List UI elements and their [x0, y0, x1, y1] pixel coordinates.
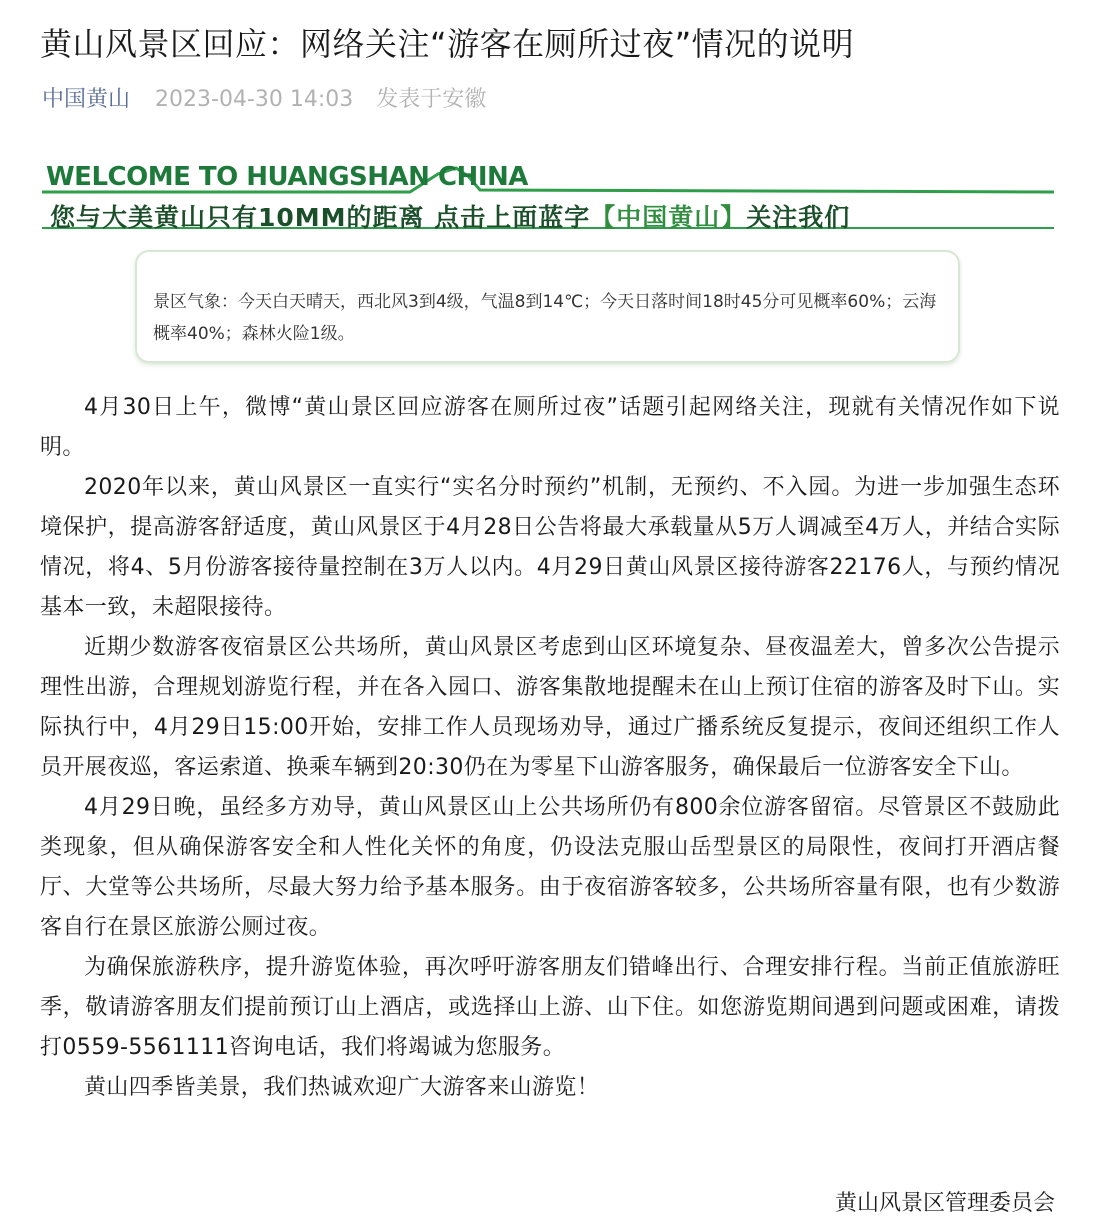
weather-info-box	[135, 250, 960, 363]
banner-follow-text	[50, 198, 850, 234]
paragraph: 4月30日上午，微博“黄山景区回应游客在厕所过夜”话题引起网络关注，现就有关情况作如下说明。	[40, 395, 1060, 460]
paragraph: 4月29日晚，虽经多方劝导，黄山风景区山上公共场所仍有800余位游客留宿。尽管景区不鼓励此类现象，但从确保游客安全和人性化关怀的角度，仍设法克服山岳型景区的局限性，夜间打开酒店餐厅、大堂等公共场所，尽最大努力给予基本服务。由于夜宿游客较多，公共场所容量有限，也有少数游客自行在景区旅游公厕过夜。	[40, 795, 1060, 940]
weather-info-text: 景区气象：今天白天晴天，西北风3到4级，气温8到14℃；今天日落时间18时45分可见概率60%；云海概率40%；森林火险1级。	[153, 292, 937, 344]
publish-datetime: 2023-04-30 14:03	[155, 87, 354, 112]
signature: 黄山风景区管理委员会	[834, 1191, 1055, 1216]
paragraph: 为确保旅游秩序，提升游览体验，再次呼吁游客朋友们错峰出行、合理安排行程。当前正值旅游旺季，敬请游客朋友们提前预订山上酒店，或选择山上游、山下住。如您游览期间遇到问题或困难，请拨打0559-5561111咨询电话，我们将竭诚为您服务。	[40, 955, 1060, 1060]
banner-follow-text-2: 关注我们	[746, 203, 851, 232]
article-title: 黄山风景区回应：网络关注“游客在厕所过夜”情况的说明	[40, 25, 855, 63]
article-body	[40, 388, 1060, 1108]
banner-follow-highlight: 【中国黄山】	[590, 203, 747, 232]
article-meta	[42, 84, 486, 116]
banner-follow-text-1: 您与大美黄山只有10MM的距离 点击上面蓝字	[50, 203, 591, 232]
publish-location: 发表于安徽	[376, 87, 487, 112]
paragraph: 2020年以来，黄山风景区一直实行“实名分时预约”机制，无预约、不入园。为进一步加强生态环境保护，提高游客舒适度，黄山风景区于4月28日公告将最大承载量从5万人调减至4万人，并结合实际情况，将4、5月份游客接待量控制在3万人以内。4月29日黄山风景区接待游客22176人，与预约情况基本一致，未超限接待。	[40, 475, 1060, 620]
banner-welcome-text: WELCOME TO HUANGSHAN CHINA	[46, 162, 528, 192]
welcome-banner	[40, 150, 1056, 232]
paragraph: 黄山四季皆美景，我们热诚欢迎广大游客来山游览！	[84, 1075, 600, 1100]
account-name-link[interactable]: 中国黄山	[42, 87, 131, 112]
paragraph: 近期少数游客夜宿景区公共场所，黄山风景区考虑到山区环境复杂、昼夜温差大，曾多次公告提示理性出游，合理规划游览行程，并在各入园口、游客集散地提醒未在山上预订住宿的游客及时下山。实际执行中，4月29日15:00开始，安排工作人员现场劝导，通过广播系统反复提示，夜间还组织工作人员开展夜巡，客运索道、换乘车辆到20:30仍在为零星下山游客服务，确保最后一位游客安全下山。	[40, 635, 1060, 780]
